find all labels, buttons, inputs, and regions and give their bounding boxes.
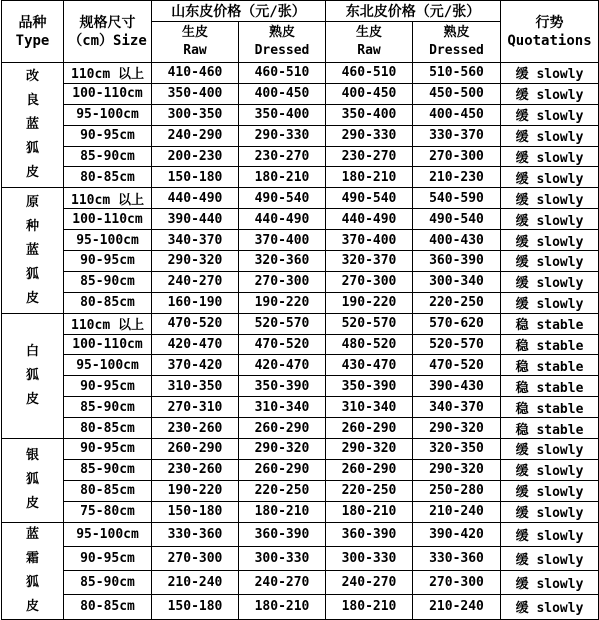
northeast-dressed-cell: 390-430	[413, 376, 501, 397]
size-cell: 85-90cm	[64, 571, 152, 595]
northeast-dressed-cell: 360-390	[413, 251, 501, 272]
northeast-dressed-cell: 300-340	[413, 271, 501, 292]
shandong-raw-cell: 150-180	[152, 167, 239, 188]
trend-en: slowly	[536, 443, 584, 459]
trend-en: slowly	[536, 552, 584, 568]
northeast-dressed-cell: 520-570	[413, 334, 501, 355]
species-name-cell	[2, 313, 64, 438]
trend-zh: 稳	[515, 380, 529, 396]
species-name-char: 狐	[25, 367, 39, 383]
trend-cell	[501, 439, 599, 460]
trend-cell	[501, 83, 599, 104]
size-cell: 75-80cm	[64, 501, 152, 522]
trend-cell	[501, 595, 599, 619]
trend-zh: 缓	[515, 192, 529, 208]
species-name-char: 种	[25, 218, 39, 234]
trend-zh: 稳	[515, 318, 529, 334]
trend-zh: 缓	[515, 443, 529, 459]
northeast-dressed-cell: 390-420	[413, 522, 501, 546]
northeast-dressed-cell: 220-250	[413, 292, 501, 313]
northeast-dressed-cell: 510-560	[413, 63, 501, 84]
shandong-dressed-cell: 240-270	[239, 571, 326, 595]
trend-zh: 缓	[515, 255, 529, 271]
trend-en: slowly	[536, 255, 584, 271]
size-cell: 80-85cm	[64, 292, 152, 313]
shandong-raw-cell: 340-370	[152, 230, 239, 251]
trend-cell	[501, 209, 599, 230]
trend-zh: 缓	[515, 485, 529, 501]
dressed-header-en: Dressed	[429, 43, 484, 58]
species-name-char: 皮	[25, 165, 39, 181]
northeast-dressed-cell: 340-370	[413, 397, 501, 418]
northeast-dressed-cell: 210-240	[413, 595, 501, 619]
northeast-dressed-cell: 270-300	[413, 571, 501, 595]
table-row	[2, 83, 599, 104]
species-name-char: 狐	[25, 574, 39, 590]
northeast-raw-cell: 480-520	[326, 334, 413, 355]
northeast-dressed-cell: 540-590	[413, 188, 501, 209]
shandong-dressed-cell: 490-540	[239, 188, 326, 209]
trend-en: slowly	[536, 485, 584, 501]
shandong-dressed-cell: 180-210	[239, 595, 326, 619]
shandong-raw-header	[152, 22, 239, 63]
northeast-dressed-cell: 320-350	[413, 439, 501, 460]
size-cell: 100-110cm	[64, 209, 152, 230]
shandong-raw-cell: 230-260	[152, 459, 239, 480]
trend-zh: 缓	[515, 506, 529, 522]
northeast-raw-cell: 440-490	[326, 209, 413, 230]
trend-cell	[501, 376, 599, 397]
species-name-char: 狐	[25, 266, 39, 282]
shandong-dressed-cell: 290-320	[239, 439, 326, 460]
size-cell: 110cm 以上	[64, 188, 152, 209]
species-name-char: 皮	[25, 598, 39, 614]
trend-zh: 缓	[515, 528, 529, 544]
size-cell: 110cm 以上	[64, 63, 152, 84]
trend-en: slowly	[536, 88, 584, 104]
northeast-dressed-cell: 250-280	[413, 480, 501, 501]
size-cell: 100-110cm	[64, 83, 152, 104]
trend-zh: 稳	[515, 359, 529, 375]
size-cell: 90-95cm	[64, 439, 152, 460]
raw-header-en: Raw	[357, 43, 381, 58]
northeast-dressed-cell: 210-230	[413, 167, 501, 188]
shandong-dressed-cell: 350-400	[239, 104, 326, 125]
table-row	[2, 104, 599, 125]
size-cell: 85-90cm	[64, 397, 152, 418]
shandong-raw-cell: 190-220	[152, 480, 239, 501]
northeast-raw-cell: 320-370	[326, 251, 413, 272]
trend-en: stable	[536, 401, 584, 417]
shandong-dressed-cell: 180-210	[239, 167, 326, 188]
size-cell: 80-85cm	[64, 167, 152, 188]
trend-cell	[501, 271, 599, 292]
shandong-raw-cell: 240-270	[152, 271, 239, 292]
trend-cell	[501, 313, 599, 334]
shandong-raw-cell: 270-300	[152, 546, 239, 570]
northeast-dressed-cell: 400-450	[413, 104, 501, 125]
shandong-dressed-cell: 300-330	[239, 546, 326, 570]
table-row	[2, 146, 599, 167]
northeast-raw-cell: 220-250	[326, 480, 413, 501]
shandong-raw-cell: 300-350	[152, 104, 239, 125]
trend-en: stable	[536, 339, 584, 355]
size-cell: 90-95cm	[64, 546, 152, 570]
table-row	[2, 376, 599, 397]
trend-zh: 缓	[515, 67, 529, 83]
size-header-zh: 规格尺寸	[79, 14, 136, 31]
shandong-dressed-cell: 310-340	[239, 397, 326, 418]
shandong-raw-cell: 410-460	[152, 63, 239, 84]
size-cell: 90-95cm	[64, 251, 152, 272]
table-row	[2, 355, 599, 376]
shandong-raw-cell: 200-230	[152, 146, 239, 167]
table-row	[2, 334, 599, 355]
northeast-dressed-cell: 330-370	[413, 125, 501, 146]
species-name-char: 良	[25, 93, 39, 109]
species-name-char: 白	[25, 343, 39, 359]
table-row	[2, 313, 599, 334]
trend-zh: 稳	[515, 422, 529, 438]
northeast-raw-cell: 430-470	[326, 355, 413, 376]
size-cell: 95-100cm	[64, 355, 152, 376]
northeast-raw-cell: 350-390	[326, 376, 413, 397]
shandong-raw-cell: 210-240	[152, 571, 239, 595]
trend-cell	[501, 546, 599, 570]
table-row	[2, 188, 599, 209]
trend-zh: 缓	[515, 577, 529, 593]
shandong-dressed-cell: 370-400	[239, 230, 326, 251]
trend-cell	[501, 167, 599, 188]
table-row	[2, 571, 599, 595]
shandong-raw-cell: 150-180	[152, 501, 239, 522]
species-name-char: 改	[25, 69, 39, 85]
trend-zh: 缓	[515, 151, 529, 166]
northeast-raw-cell: 310-340	[326, 397, 413, 418]
trend-en: slowly	[536, 171, 584, 187]
trend-cell	[501, 418, 599, 439]
shandong-dressed-cell: 290-330	[239, 125, 326, 146]
trend-cell	[501, 334, 599, 355]
northeast-raw-cell: 230-270	[326, 146, 413, 167]
northeast-raw-cell: 460-510	[326, 63, 413, 84]
species-header-zh: 品种	[18, 14, 47, 31]
shandong-raw-cell: 420-470	[152, 334, 239, 355]
northeast-dressed-cell: 290-320	[413, 459, 501, 480]
table-row	[2, 595, 599, 619]
species-name-cell	[2, 63, 64, 188]
size-cell: 100-110cm	[64, 334, 152, 355]
trend-cell	[501, 397, 599, 418]
shandong-dressed-cell: 520-570	[239, 313, 326, 334]
trend-cell	[501, 188, 599, 209]
trend-cell	[501, 459, 599, 480]
northeast-dressed-cell: 290-320	[413, 418, 501, 439]
size-cell: 95-100cm	[64, 104, 152, 125]
species-name-char: 银	[25, 448, 39, 464]
size-header	[64, 1, 152, 63]
trend-header	[501, 1, 599, 63]
shandong-dressed-cell: 230-270	[239, 146, 326, 167]
shandong-raw-cell: 160-190	[152, 292, 239, 313]
trend-zh: 缓	[515, 171, 529, 187]
table-row	[2, 522, 599, 546]
dressed-header-zh: 熟皮	[443, 25, 470, 40]
shandong-dressed-cell: 440-490	[239, 209, 326, 230]
shandong-raw-cell: 390-440	[152, 209, 239, 230]
table-row	[2, 459, 599, 480]
size-cell: 95-100cm	[64, 230, 152, 251]
trend-en: slowly	[536, 276, 584, 292]
trend-cell	[501, 501, 599, 522]
trend-en: stable	[536, 422, 584, 438]
table-row	[2, 230, 599, 251]
species-header-en: Type	[15, 32, 50, 49]
trend-zh: 缓	[515, 130, 529, 146]
shandong-raw-cell: 270-310	[152, 397, 239, 418]
trend-en: slowly	[536, 192, 584, 208]
species-name-cell	[2, 522, 64, 619]
shandong-dressed-cell: 190-220	[239, 292, 326, 313]
raw-header-en: Raw	[183, 43, 207, 58]
trend-en: slowly	[536, 67, 584, 83]
fur-price-table	[1, 0, 599, 620]
trend-zh: 缓	[515, 601, 529, 617]
shandong-dressed-cell: 460-510	[239, 63, 326, 84]
table-row	[2, 63, 599, 84]
trend-zh: 缓	[515, 88, 529, 104]
species-name-char: 蓝	[25, 117, 39, 133]
header-row-1	[2, 1, 599, 22]
trend-en: stable	[536, 380, 584, 396]
trend-zh: 缓	[515, 552, 529, 568]
shandong-dressed-cell: 400-450	[239, 83, 326, 104]
trend-en: stable	[536, 359, 584, 375]
trend-zh: 缓	[515, 464, 529, 480]
shandong-raw-cell: 260-290	[152, 439, 239, 460]
shandong-dressed-cell: 320-360	[239, 251, 326, 272]
shandong-raw-cell: 310-350	[152, 376, 239, 397]
northeast-raw-cell: 290-320	[326, 439, 413, 460]
northeast-raw-cell: 360-390	[326, 522, 413, 546]
size-cell: 85-90cm	[64, 459, 152, 480]
table-row	[2, 480, 599, 501]
table-row	[2, 125, 599, 146]
northeast-raw-cell: 180-210	[326, 501, 413, 522]
species-name-char: 原	[25, 194, 39, 210]
shandong-raw-cell: 370-420	[152, 355, 239, 376]
northeast-dressed-cell: 210-240	[413, 501, 501, 522]
trend-en: slowly	[536, 528, 584, 544]
northeast-dressed-cell: 490-540	[413, 209, 501, 230]
species-name-char: 霜	[25, 550, 39, 566]
northeast-raw-cell: 180-210	[326, 595, 413, 619]
size-header-en: （cm）Size	[68, 32, 147, 49]
shandong-dressed-cell: 270-300	[239, 271, 326, 292]
trend-en: stable	[536, 318, 584, 334]
trend-zh: 稳	[515, 339, 529, 355]
northeast-raw-cell: 290-330	[326, 125, 413, 146]
northeast-raw-cell: 400-450	[326, 83, 413, 104]
trend-header-zh: 行势	[535, 14, 564, 31]
trend-en: slowly	[536, 130, 584, 146]
trend-en: slowly	[536, 109, 584, 125]
shandong-raw-cell: 240-290	[152, 125, 239, 146]
northeast-raw-cell: 180-210	[326, 167, 413, 188]
northeast-dressed-cell: 470-520	[413, 355, 501, 376]
trend-en: slowly	[536, 601, 584, 617]
shandong-raw-cell: 330-360	[152, 522, 239, 546]
table-row	[2, 209, 599, 230]
northeast-raw-cell: 260-290	[326, 459, 413, 480]
table-row	[2, 501, 599, 522]
species-name-char: 狐	[25, 472, 39, 488]
size-cell: 110cm 以上	[64, 313, 152, 334]
table-row	[2, 167, 599, 188]
northeast-dressed-cell: 330-360	[413, 546, 501, 570]
species-name-char: 皮	[25, 290, 39, 306]
dressed-header-zh: 熟皮	[268, 25, 295, 40]
trend-header-en: Quotations	[507, 32, 592, 49]
trend-cell	[501, 292, 599, 313]
trend-zh: 缓	[515, 109, 529, 125]
trend-zh: 稳	[515, 401, 529, 417]
raw-header-zh: 生皮	[355, 25, 382, 40]
shandong-dressed-cell: 350-390	[239, 376, 326, 397]
size-cell: 95-100cm	[64, 522, 152, 546]
table-row	[2, 251, 599, 272]
species-name-char: 蓝	[25, 526, 39, 542]
shandong-raw-cell: 290-320	[152, 251, 239, 272]
trend-en: slowly	[536, 213, 584, 229]
trend-cell	[501, 63, 599, 84]
table-row	[2, 271, 599, 292]
species-name-char: 蓝	[25, 242, 39, 258]
shandong-dressed-cell: 220-250	[239, 480, 326, 501]
table-row	[2, 418, 599, 439]
trend-en: slowly	[536, 506, 584, 522]
northeast-raw-cell: 260-290	[326, 418, 413, 439]
northeast-raw-cell: 490-540	[326, 188, 413, 209]
size-cell: 80-85cm	[64, 418, 152, 439]
northeast-dressed-cell: 270-300	[413, 146, 501, 167]
trend-en: slowly	[536, 577, 584, 593]
shandong-dressed-cell: 470-520	[239, 334, 326, 355]
species-name-cell	[2, 439, 64, 523]
species-name-cell	[2, 188, 64, 313]
trend-zh: 缓	[515, 276, 529, 292]
shandong-dressed-header	[239, 22, 326, 63]
trend-cell	[501, 522, 599, 546]
trend-cell	[501, 125, 599, 146]
trend-zh: 缓	[515, 297, 529, 313]
shandong-dressed-cell: 260-290	[239, 459, 326, 480]
shandong-raw-cell: 230-260	[152, 418, 239, 439]
size-cell: 85-90cm	[64, 271, 152, 292]
trend-cell	[501, 146, 599, 167]
trend-en: slowly	[536, 464, 584, 480]
shandong-dressed-cell: 420-470	[239, 355, 326, 376]
trend-en: slowly	[536, 234, 584, 250]
northeast-price-header: 东北皮价格（元/张）	[326, 1, 501, 22]
table-row	[2, 546, 599, 570]
trend-cell	[501, 251, 599, 272]
northeast-dressed-cell: 570-620	[413, 313, 501, 334]
size-cell: 90-95cm	[64, 376, 152, 397]
table-row	[2, 397, 599, 418]
shandong-dressed-cell: 260-290	[239, 418, 326, 439]
northeast-raw-header	[326, 22, 413, 63]
shandong-raw-cell: 440-490	[152, 188, 239, 209]
species-header	[2, 1, 64, 63]
table-row	[2, 292, 599, 313]
trend-en: slowly	[536, 151, 584, 166]
size-cell: 85-90cm	[64, 146, 152, 167]
species-name-char: 皮	[25, 391, 39, 407]
shandong-dressed-cell: 180-210	[239, 501, 326, 522]
table-row	[2, 439, 599, 460]
species-name-char: 皮	[25, 496, 39, 512]
northeast-dressed-cell: 450-500	[413, 83, 501, 104]
shandong-raw-cell: 150-180	[152, 595, 239, 619]
northeast-raw-cell: 300-330	[326, 546, 413, 570]
trend-en: slowly	[536, 297, 584, 313]
trend-zh: 缓	[515, 213, 529, 229]
northeast-raw-cell: 370-400	[326, 230, 413, 251]
northeast-dressed-header	[413, 22, 501, 63]
northeast-raw-cell: 350-400	[326, 104, 413, 125]
shandong-raw-cell: 350-400	[152, 83, 239, 104]
species-name-char: 狐	[25, 141, 39, 157]
trend-zh: 缓	[515, 234, 529, 250]
shandong-raw-cell: 470-520	[152, 313, 239, 334]
northeast-raw-cell: 270-300	[326, 271, 413, 292]
trend-cell	[501, 355, 599, 376]
shandong-price-header: 山东皮价格（元/张）	[152, 1, 326, 22]
northeast-dressed-cell: 400-430	[413, 230, 501, 251]
shandong-dressed-cell: 360-390	[239, 522, 326, 546]
trend-cell	[501, 571, 599, 595]
table-body	[2, 63, 599, 620]
northeast-raw-cell: 520-570	[326, 313, 413, 334]
northeast-raw-cell: 240-270	[326, 571, 413, 595]
trend-cell	[501, 480, 599, 501]
size-cell: 80-85cm	[64, 480, 152, 501]
size-cell: 80-85cm	[64, 595, 152, 619]
trend-cell	[501, 104, 599, 125]
raw-header-zh: 生皮	[181, 25, 208, 40]
size-cell: 90-95cm	[64, 125, 152, 146]
northeast-raw-cell: 190-220	[326, 292, 413, 313]
trend-cell	[501, 230, 599, 251]
dressed-header-en: Dressed	[254, 43, 310, 58]
